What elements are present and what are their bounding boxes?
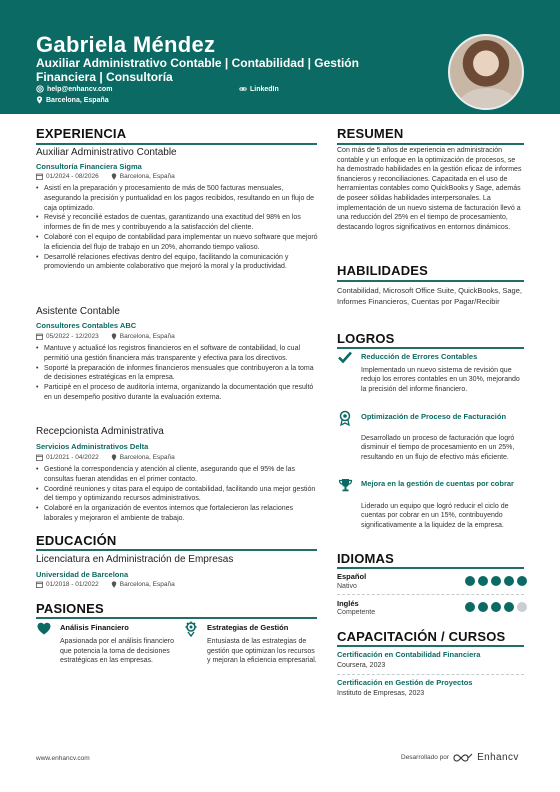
check-icon <box>338 351 352 363</box>
calendar-icon <box>36 173 43 180</box>
summary-text: Con más de 5 años de experiencia en administración contable y un enfoque en la optimización de procesos, se ha demostrado habilidades en la gestión eficaz de informes financieros y reconciliaciones. Capacitada en el uso de herramientas contables como QuickBooks y Sage, además de poseer sólidas habilidades interpersonales. La implementación de un nuevo sistema de facturación llevó a una reducción del 25% en el tiempo de procesamiento, destacando logros significativos en entornos dinámicos. <box>337 147 522 231</box>
experience-rule <box>36 143 317 145</box>
achievement-title: Mejora en la gestión de cuentas por cobrar <box>361 479 514 488</box>
job-location: Barcelona, España <box>119 454 175 461</box>
achievement-title: Optimización de Proceso de Facturación <box>361 412 507 421</box>
bullet-item: • Colaboré con el equipo de contabilidad para implementar un nuevo software que mejoró la eficiencia del flujo de trabajo en un 20%, ahorrando tiempo valioso. <box>36 233 318 253</box>
bullet-item: • Colaboré en la organización de eventos internos que fortalecieron las relaciones laborales y mejoraron el ambiente de trabajo. <box>36 504 318 524</box>
at-icon <box>36 85 44 93</box>
course-divider <box>337 674 524 675</box>
profile-photo <box>448 34 524 110</box>
course-title: Certificación en Gestión de Proyectos <box>337 678 473 687</box>
trophy-icon <box>338 478 353 492</box>
location-text: Barcelona, España <box>46 96 109 104</box>
experience-section-title: EXPERIENCIA <box>36 126 127 141</box>
language-level: Competente <box>337 609 376 616</box>
rating-dot <box>478 602 488 612</box>
achievement-desc: Liderado un equipo que logró reducir el ciclo de cuentas por cobrar en un 15%, contribuyendo significativamente a la liquidez de la empresa. <box>361 503 509 529</box>
achievement-desc: Implementado un nuevo sistema de revisión que redujo los errores contables en un 30%, mejorando la precisión del informe financiero. <box>361 367 520 393</box>
calendar-icon <box>36 454 43 461</box>
job-dates: 05/2022 - 12/2023 <box>46 333 99 340</box>
course-title: Certificación en Contabilidad Financiera <box>337 650 481 659</box>
job-location: Barcelona, España <box>119 173 175 180</box>
company-name: Servicios Administrativos Delta <box>36 442 149 451</box>
achievements-section-title: LOGROS <box>337 331 395 346</box>
language-level: Nativo <box>337 583 357 590</box>
job-dates: 01/2021 - 04/2022 <box>46 454 99 461</box>
rating-dot <box>491 602 501 612</box>
job-bullets <box>36 184 318 272</box>
languages-rule <box>337 567 524 569</box>
bullet-item: • Gestioné la correspondencia y atención al cliente, asegurando que el 95% de las consultas fueran atendidas en el primer contacto. <box>36 465 318 485</box>
course-provider: Instituto de Empresas, 2023 <box>337 690 425 697</box>
summary-section-title: RESUMEN <box>337 126 404 141</box>
rating-dot <box>478 576 488 586</box>
calendar-icon <box>36 581 43 588</box>
passions-rule <box>36 617 317 619</box>
skills-rule <box>337 280 524 282</box>
bullet-item: • Revisé y reconcilié estados de cuentas, garantizando una exactitud del 98% en los informes de fin de mes y contribuyendo a la satisfacción del cliente. <box>36 213 318 233</box>
heart-icon <box>37 622 51 635</box>
job-meta <box>36 173 183 180</box>
bullet-item: • Participé en el proceso de auditoría interna, organizando la documentación que resultó en un desempeño positivo durante la evaluación externa. <box>36 383 318 403</box>
bullet-item: • Desarrollé relaciones efectivas dentro del equipo, facilitando la comunicación y promoviendo un ambiente colaborativo que mejoró la moral y la productividad. <box>36 253 318 273</box>
email-contact[interactable] <box>36 85 112 93</box>
bullet-item: • Asistí en la preparación y procesamiento de más de 500 facturas mensuales, asegurando la precisión y puntualidad en los pagos recibidos, resultando en un flujo de caja optimizado. <box>36 184 318 213</box>
linkedin-text: LinkedIn <box>250 85 279 93</box>
language-rating <box>465 576 527 586</box>
skills-text: Contabilidad, Microsoft Office Suite, QuickBooks, Sage, Informes Financieros, Cuentas por Pagar/Recibir <box>337 286 522 306</box>
language-name: Español <box>337 572 367 581</box>
language-divider <box>337 594 524 595</box>
bullet-item: • Coordiné reuniones y citas para el equipo de contabilidad, facilitando una mejor gestión del tiempo y optimizando recursos administrativos. <box>36 485 318 505</box>
rating-dot <box>517 576 527 586</box>
location-pin-icon <box>111 454 117 461</box>
job-dates: 01/2024 - 08/2026 <box>46 173 99 180</box>
job-title: Asistente Contable <box>36 306 120 317</box>
education-dates: 01/2018 - 01/2022 <box>46 581 99 588</box>
company-name: Consultores Contables ABC <box>36 321 137 330</box>
school-name: Universidad de Barcelona <box>36 570 129 579</box>
languages-section-title: IDIOMAS <box>337 551 395 566</box>
calendar-icon <box>36 333 43 340</box>
job-location: Barcelona, España <box>119 333 175 340</box>
location-contact <box>36 96 109 104</box>
language-rating <box>465 602 527 612</box>
passion-desc: Entusiasta de las estrategias de gestión que optimizan los recursos y mejoran la eficiencia empresarial. <box>207 638 317 665</box>
candidate-subtitle: Auxiliar Administrativo Contable | Contabilidad | Gestión Financiera | Consultoría <box>36 56 359 84</box>
location-pin-icon <box>111 173 117 180</box>
company-name: Consultoría Financiera Sigma <box>36 162 142 171</box>
candidate-name: Gabriela Méndez <box>36 32 216 57</box>
job-bullets <box>36 344 318 403</box>
rating-dot <box>465 602 475 612</box>
rating-dot <box>465 576 475 586</box>
rating-dot <box>504 576 514 586</box>
language-name: Inglés <box>337 599 359 608</box>
education-section-title: EDUCACIÓN <box>36 533 117 548</box>
achievement-title: Reducción de Errores Contables <box>361 352 478 361</box>
job-bullets <box>36 465 318 524</box>
education-meta <box>36 581 183 588</box>
job-title: Recepcionista Administrativa <box>36 426 164 437</box>
award-icon <box>338 410 352 426</box>
education-rule <box>36 549 317 551</box>
header <box>0 0 560 114</box>
summary-rule <box>337 143 524 145</box>
location-pin-icon <box>111 581 117 588</box>
job-meta <box>36 454 183 461</box>
rating-dot <box>517 602 527 612</box>
passion-desc: Apasionada por el análisis financiero que potencia la toma de decisiones estratégicas en las empresas. <box>60 638 175 665</box>
linkedin-contact[interactable] <box>239 85 279 93</box>
job-title: Auxiliar Administrativo Contable <box>36 147 177 158</box>
gear-icon <box>184 621 198 637</box>
enhancv-logo-icon <box>453 753 473 763</box>
job-meta <box>36 333 183 340</box>
rating-dot <box>491 576 501 586</box>
location-pin-icon <box>111 333 117 340</box>
courses-rule <box>337 645 524 647</box>
education-location: Barcelona, España <box>119 581 175 588</box>
rating-dot <box>504 602 514 612</box>
achievements-rule <box>337 347 524 349</box>
location-pin-icon <box>36 96 43 104</box>
footer-credit[interactable] <box>401 752 519 763</box>
courses-section-title: CAPACITACIÓN / CURSOS <box>337 629 506 644</box>
footer-brand: Enhancv <box>477 752 519 763</box>
footer-powered-text: Desarrollado por <box>401 754 450 761</box>
email-text: help@enhancv.com <box>47 85 113 93</box>
footer-website[interactable]: www.enhancv.com <box>36 755 90 762</box>
passion-title: Análisis Financiero <box>60 623 129 632</box>
bullet-item: • Mantuve y actualicé los registros financieros en el software de contabilidad, lo cual permitió una gestión financiera más transparente y efectiva para los directivos. <box>36 344 318 364</box>
passion-title: Estrategias de Gestión <box>207 623 289 632</box>
bullet-item: • Soporté la preparación de informes financieros mensuales que contribuyeron a la toma de decisiones estratégicas en la empresa. <box>36 364 318 384</box>
link-icon <box>239 85 247 93</box>
course-provider: Coursera, 2023 <box>337 662 386 669</box>
skills-section-title: HABILIDADES <box>337 263 429 278</box>
achievement-desc: Desarrollado un proceso de facturación que logró disminuir el tiempo de procesamiento en un 25%, resultando en un flujo de efectivo más eficiente. <box>361 435 515 461</box>
passions-section-title: PASIONES <box>36 601 104 616</box>
degree-title: Licenciatura en Administración de Empresas <box>36 554 234 565</box>
